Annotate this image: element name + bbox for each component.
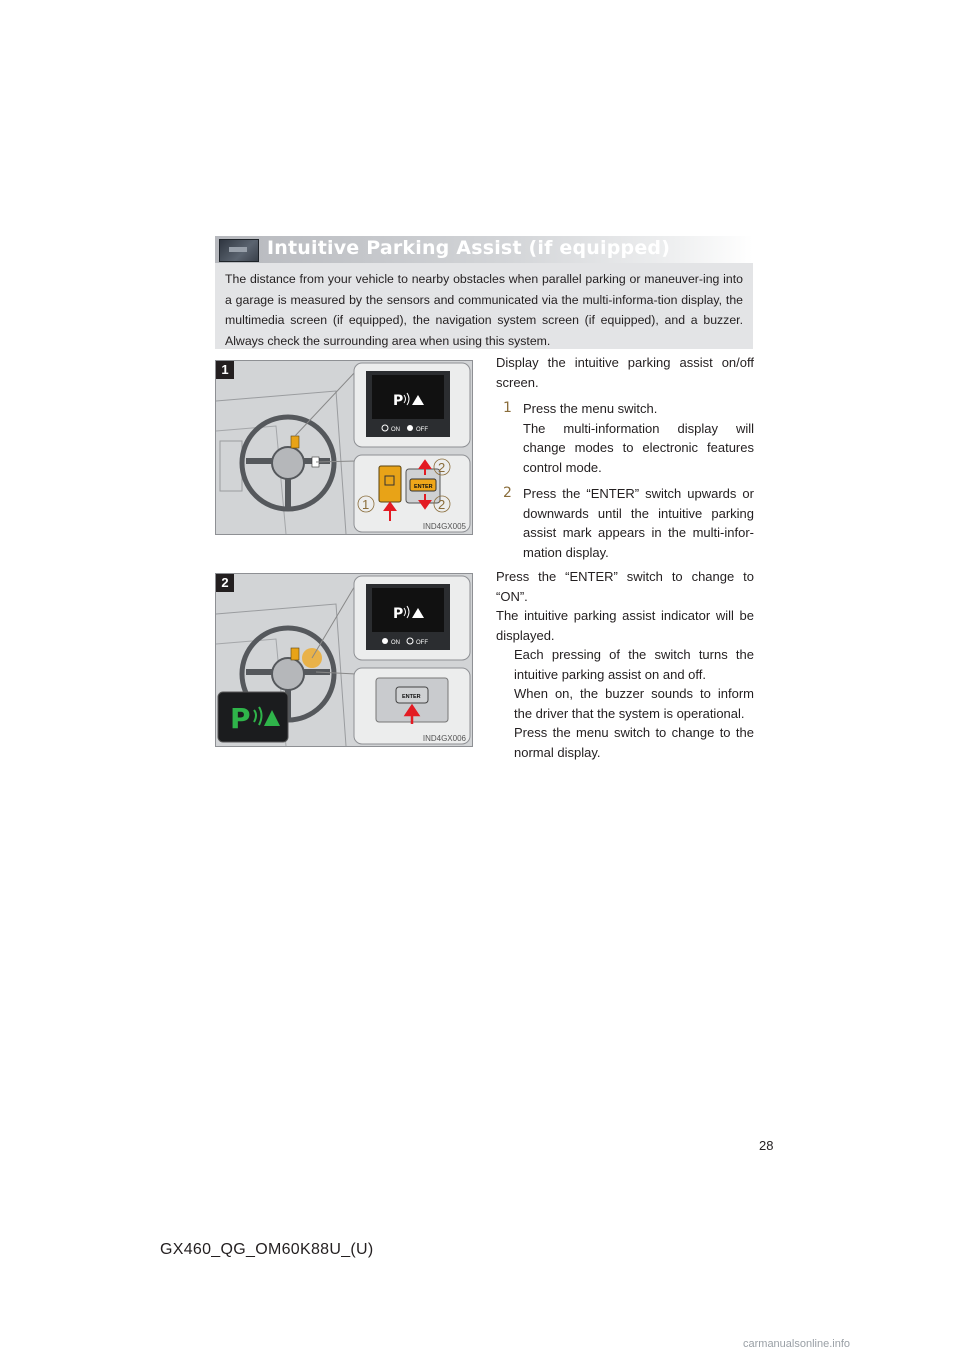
step-number: 1 — [503, 400, 512, 416]
svg-text:2: 2 — [438, 497, 446, 512]
svg-text:ENTER: ENTER — [414, 484, 433, 490]
svg-text:P: P — [393, 606, 404, 622]
block2-intro: Press the “ENTER” switch to change to “ON”. — [496, 569, 754, 604]
figure-1-illustration — [216, 361, 472, 534]
svg-text:P: P — [230, 702, 251, 735]
switch-callout — [354, 668, 470, 744]
figure-code: IND4GX006 — [422, 734, 466, 743]
parking-assist-indicator — [218, 692, 288, 742]
switch-callout — [354, 455, 470, 532]
document-code: GX460_QG_OM60K88U_(U) — [160, 1241, 374, 1258]
svg-text:OFF: OFF — [416, 640, 428, 646]
step-text: Press the menu switch. — [523, 401, 658, 416]
step-text: Press the “ENTER” switch upwards or downwards until the intuitive parking assist mark appears in the multi-infor-mation display. — [523, 486, 754, 560]
figure-1 — [215, 360, 473, 535]
section-header — [215, 236, 753, 263]
text-block-1 — [496, 353, 754, 562]
display-callout — [354, 363, 470, 447]
svg-text:OFF: OFF — [416, 427, 428, 433]
svg-text:ON: ON — [391, 427, 400, 433]
step-number: 2 — [503, 485, 512, 501]
figure-2 — [215, 573, 473, 747]
intro-box — [215, 263, 753, 349]
section-title: Intuitive Parking Assist (if equipped) — [267, 237, 671, 259]
block2-notes — [496, 645, 754, 762]
step-1 — [496, 399, 754, 477]
svg-text:2: 2 — [438, 460, 446, 475]
text-block-2 — [496, 567, 754, 762]
step-detail: The multi-information display will change modes to electronic features control mode. — [523, 420, 754, 475]
svg-text:ON: ON — [391, 640, 400, 646]
figure-number: 2 — [216, 574, 234, 592]
page-number: 28 — [759, 1138, 774, 1153]
step-2 — [496, 484, 754, 562]
section-thumbnail-icon — [219, 239, 259, 262]
figure-code: IND4GX005 — [422, 522, 466, 531]
svg-text:1: 1 — [362, 497, 370, 512]
svg-text:P: P — [393, 393, 404, 409]
watermark-link[interactable]: carmanualsonline.info — [743, 1338, 851, 1350]
intro-text: The distance from your vehicle to nearby obstacles when parallel parking or maneuver-ing into a garage is measured by the sensors and communicated via the multi-informa-tion display, the multimedia screen (if equipped), the navigation system screen (if equipped), and a buzzer. Always check the surrounding area when using this system. — [225, 272, 743, 348]
block2-result: The intuitive parking assist indicator will be displayed. — [496, 608, 754, 643]
block1-intro: Display the intuitive parking assist on/off screen. — [496, 355, 754, 390]
svg-text:ENTER: ENTER — [402, 694, 421, 700]
display-callout — [354, 576, 470, 660]
menu-switch-highlight — [291, 436, 299, 448]
note-item: Each pressing of the switch turns the intuitive parking assist on and off. — [514, 647, 754, 682]
note-item: Press the menu switch to change to the normal display. — [514, 725, 754, 760]
figure-number: 1 — [216, 361, 234, 379]
figure-2-illustration — [216, 574, 472, 746]
note-item: When on, the buzzer sounds to inform the driver that the system is operational. — [514, 686, 754, 721]
